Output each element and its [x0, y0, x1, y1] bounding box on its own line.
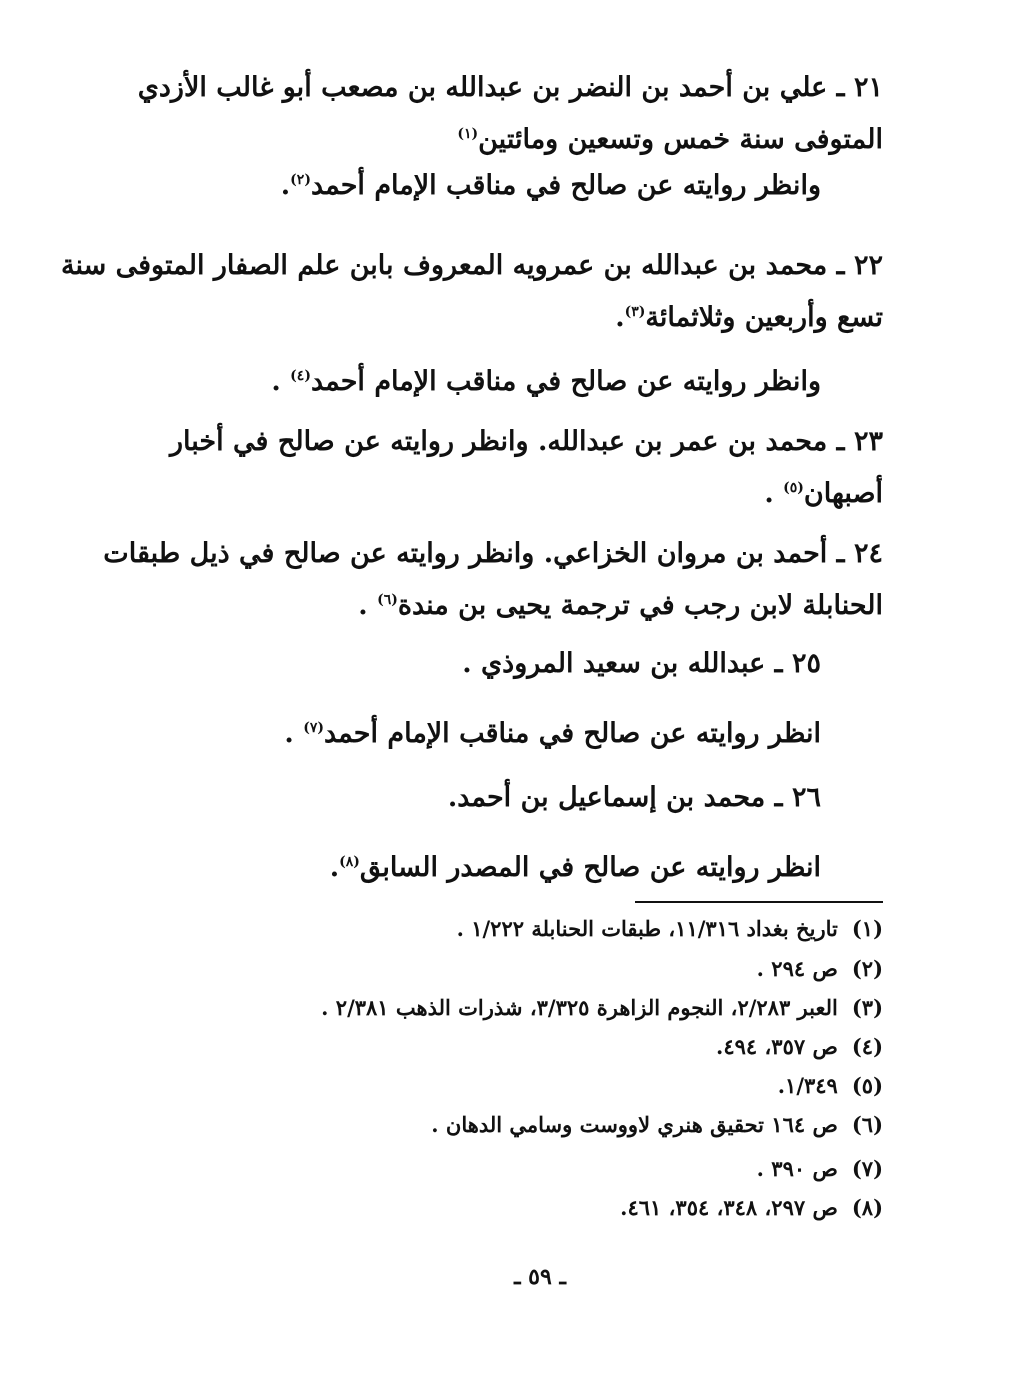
entry-26-line-1: ٢٦ ـ محمد بن إسماعيل بن أحمد. — [447, 782, 821, 813]
entry-23-line-2: أصبهان$^{(٥)}$ . — [764, 478, 883, 509]
footnote-ref-2: (٢) — [290, 172, 311, 188]
entry-26-see-also: انظر روايته عن صالح في المصدر السابق$^{(٨)}$. — [329, 852, 821, 883]
footnote-ref-6: (٦) — [377, 592, 398, 608]
footnote-8: (٨)ص ٢٩٧، ٣٤٨، ٣٥٤، ٤٦١. — [620, 1195, 883, 1220]
footnote-separator — [635, 901, 883, 903]
entry-22-see-also: وانظر روايته عن صالح في مناقب الإمام أحمد$^{(٤)}$ . — [271, 366, 821, 397]
footnote-6: (٦)ص ١٦٤ تحقيق هنري لاووست وسامي الدهان . — [431, 1112, 883, 1137]
footnote-ref-8: (٨) — [339, 854, 360, 870]
page-number: ـ ٥٩ ـ — [514, 1264, 566, 1290]
entry-22-line-2: تسع وأربعين وثلاثمائة$^{(٣)}$. — [615, 302, 883, 333]
entry-21-see-also: وانظر روايته عن صالح في مناقب الإمام أحمد$^{(٢)}$. — [280, 170, 821, 201]
entry-23-line-1: ٢٣ ـ محمد بن عمر بن عبدالله. وانظر روايته عن صالح في أخبار — [170, 426, 883, 457]
footnote-2: (٢)ص ٢٩٤ . — [756, 956, 883, 981]
footnote-4: (٤)ص ٣٥٧، ٤٩٤. — [716, 1034, 883, 1059]
footnote-ref-3: (٣) — [624, 304, 646, 320]
footnote-ref-1: (١) — [457, 126, 479, 142]
entry-24-line-1: ٢٤ ـ أحمد بن مروان الخزاعي. وانظر روايته عن صالح في ذيل طبقات — [103, 538, 883, 569]
entry-25-line-1: ٢٥ ـ عبدالله بن سعيد المروذي . — [462, 648, 821, 679]
entry-24-line-2: الحنابلة لابن رجب في ترجمة يحيى بن مندة$^{(٦)}$ . — [358, 590, 883, 621]
footnote-ref-4: (٤) — [290, 368, 311, 384]
footnote-1: (١)تاريخ بغداد ١١/٣١٦، طبقات الحنابلة ١/٢٢٢ . — [456, 916, 883, 941]
footnote-3: (٣)العبر ٢/٢٨٣، النجوم الزاهرة ٣/٣٢٥، شذرات الذهب ٢/٣٨١ . — [321, 995, 883, 1020]
entry-22-line-1: ٢٢ ـ محمد بن عبدالله بن عمرويه المعروف بابن علم الصفار المتوفى سنة — [60, 250, 883, 281]
entry-21-line-1: ٢١ ـ علي بن أحمد بن النضر بن عبدالله بن مصعب أبو غالب الأزدي — [137, 72, 883, 103]
footnote-ref-7: (٧) — [303, 720, 324, 736]
entry-21-line-2: المتوفى سنة خمس وتسعين ومائتين$^{(١)}$ — [457, 124, 883, 155]
footnote-7: (٧)ص ٣٩٠ . — [756, 1156, 883, 1181]
entry-25-see-also: انظر روايته عن صالح في مناقب الإمام أحمد$^{(٧)}$ . — [284, 718, 821, 749]
footnote-5: (٥)١/٣٤٩. — [777, 1073, 883, 1098]
footnote-ref-5: (٥) — [783, 480, 804, 496]
